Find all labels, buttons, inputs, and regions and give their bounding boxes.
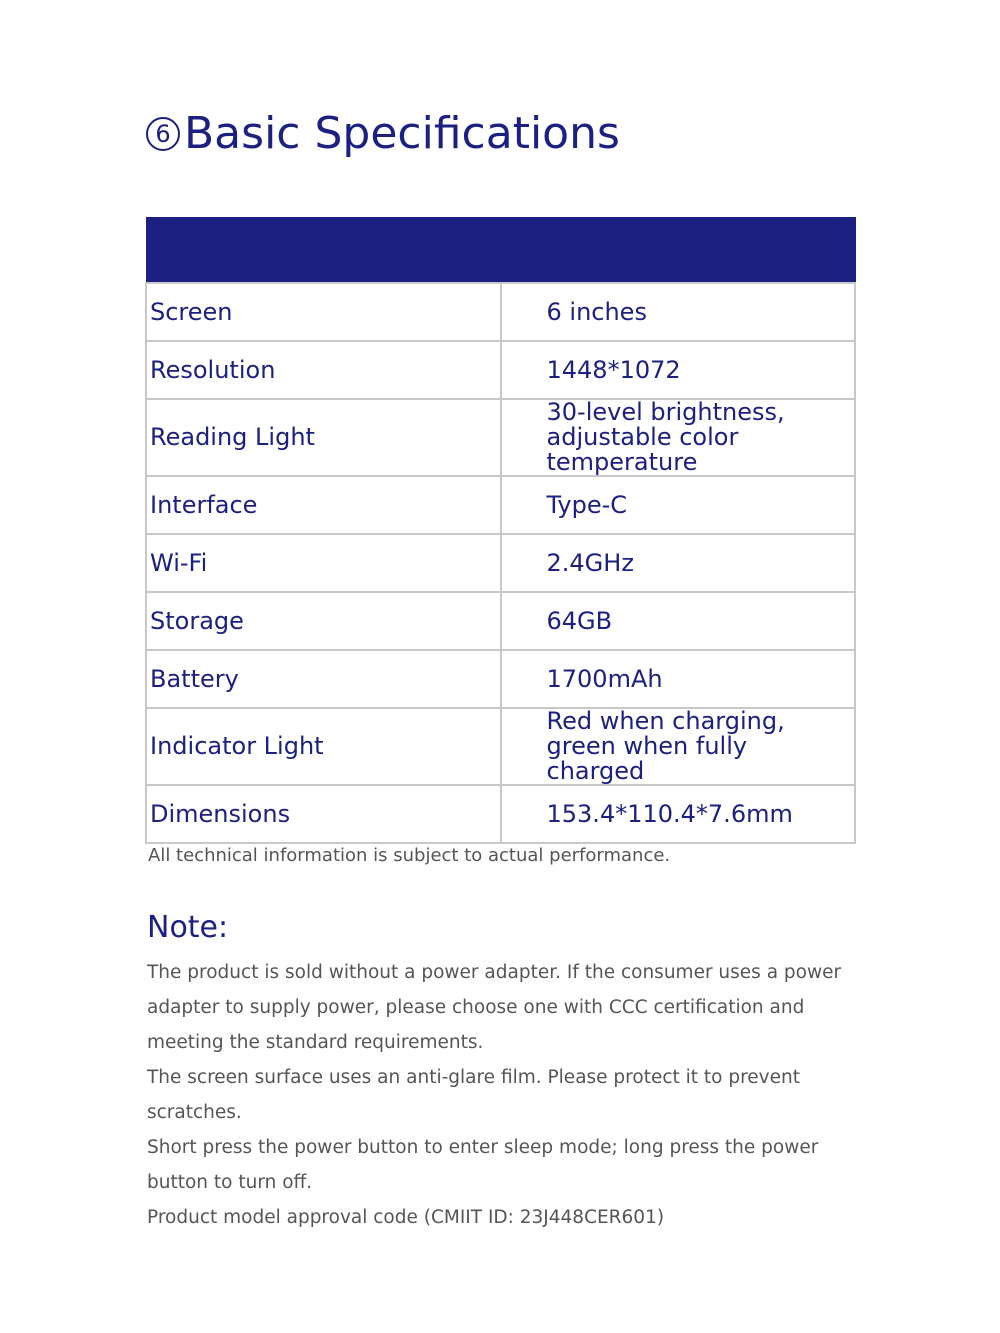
spec-value: 1700mAh bbox=[501, 650, 856, 708]
spec-value: 64GB bbox=[501, 592, 856, 650]
spec-value: Red when charging, green when fully charged bbox=[501, 708, 856, 785]
spec-label: Reading Light bbox=[146, 399, 501, 476]
table-row bbox=[146, 534, 855, 592]
note-heading: Note: bbox=[147, 910, 229, 945]
table-row bbox=[146, 341, 855, 399]
spec-value: 153.4*110.4*7.6mm bbox=[501, 785, 856, 843]
note-paragraph: The product is sold without a power adapter. If the consumer uses a power adapter to supply power, please choose one with CCC certification and meeting the standard requirements. bbox=[147, 962, 842, 1053]
table-row bbox=[146, 650, 855, 708]
spec-value: 6 inches bbox=[501, 283, 856, 341]
table-row bbox=[146, 283, 855, 341]
footnote: All technical information is subject to actual performance. bbox=[148, 845, 671, 866]
note-paragraph: Short press the power button to enter sleep mode; long press the power button to turn off. bbox=[147, 1137, 819, 1193]
spec-label: Interface bbox=[146, 476, 501, 534]
spec-label: Storage bbox=[146, 592, 501, 650]
table-row bbox=[146, 399, 855, 476]
table-row bbox=[146, 708, 855, 785]
spec-label: Wi-Fi bbox=[146, 534, 501, 592]
spec-label: Battery bbox=[146, 650, 501, 708]
table-row bbox=[146, 592, 855, 650]
spec-label: Indicator Light bbox=[146, 708, 501, 785]
spec-label: Screen bbox=[146, 283, 501, 341]
spec-value: 1448*1072 bbox=[501, 341, 856, 399]
page-title bbox=[146, 108, 620, 159]
table-row bbox=[146, 476, 855, 534]
section-title: Basic Specifications bbox=[184, 108, 620, 159]
spec-label: Dimensions bbox=[146, 785, 501, 843]
section-number-badge: 6 bbox=[146, 117, 180, 151]
note-paragraph: Product model approval code (CMIIT ID: 23J448CER601) bbox=[147, 1207, 665, 1228]
spec-label: Resolution bbox=[146, 341, 501, 399]
table-header-bar bbox=[146, 218, 855, 284]
spec-value: 30-level brightness, adjustable color temperature bbox=[501, 399, 856, 476]
note-paragraph: The screen surface uses an anti-glare film. Please protect it to prevent scratches. bbox=[147, 1067, 800, 1123]
spec-value: Type-C bbox=[501, 476, 856, 534]
note-body bbox=[147, 955, 867, 1235]
table-row bbox=[146, 785, 855, 843]
spec-value: 2.4GHz bbox=[501, 534, 856, 592]
spec-table bbox=[145, 217, 856, 844]
